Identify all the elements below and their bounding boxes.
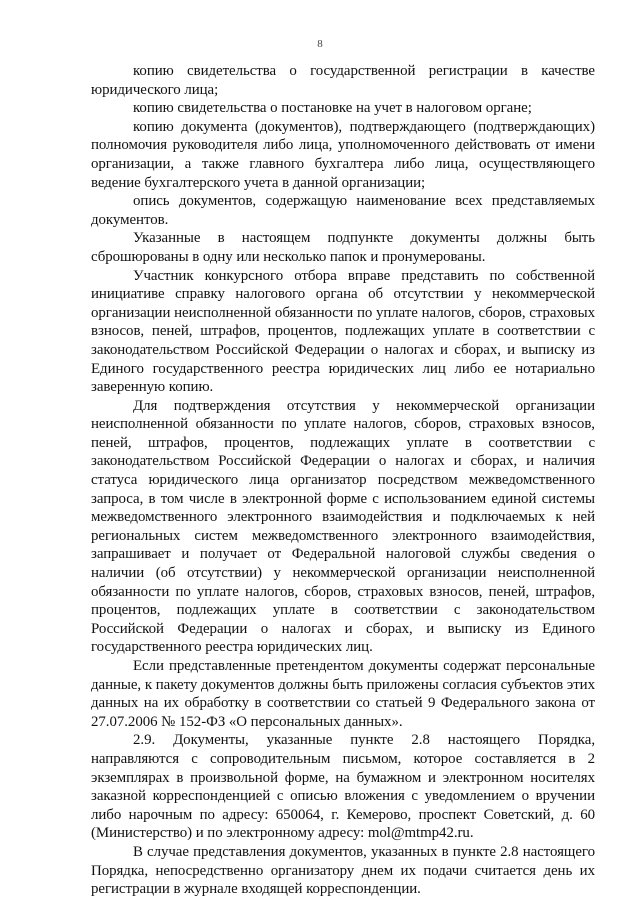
- page-number: 8: [317, 38, 323, 50]
- paragraph: Для подтверждения отсутствия у некоммерческой организации неисполненной обязанности по уплате налогов, сборов, страховых взносов, пеней, штрафов, процентов, подлежащих уплате в соответствии с законодательством Российской Федерации о налогах и сборах, и наличия статуса юридического лица организатор посредством межведомственного запроса, в том числе в электронной форме с использованием единой системы межведомственного электронного взаимодействия и подключаемых к ней региональных систем межведомственного электронного взаимодействия, запрашивает и получает от Федеральной налоговой службы сведения о наличии (об отсутствии) у некоммерческой организации неисполненной обязанности по уплате налогов, сборов, страховых взносов, пеней, штрафов, процентов, подлежащих уплате в соответствии с законодательством Российской Федерации о налогах и сборах, и выписку из Единого государственного реестра юридических лиц.: [91, 397, 595, 656]
- paragraph: 2.9. Документы, указанные пункте 2.8 настоящего Порядка, направляются с сопроводительным письмом, которое составляется в 2 экземплярах в произвольной форме, на бумажном и электронном носителях заказной корреспонденцией с описью вложения с уведомлением о вручении либо нарочным по адресу: 650064, г. Кемерово, проспект Советский, д. 60 (Министерство) и по электронному адресу: mol@mtmp42.ru.: [91, 732, 595, 842]
- paragraph: опись документов, содержащую наименование всех представляемых документов.: [91, 193, 595, 228]
- document-body: [91, 62, 595, 899]
- paragraph: Указанные в настоящем подпункте документы должны быть сброшюрованы в одну или несколько папок и пронумерованы.: [91, 230, 595, 265]
- paragraph: копию свидетельства о постановке на учет в налоговом органе;: [133, 100, 532, 117]
- paragraph: копию документа (документов), подтверждающего (подтверждающих) полномочия руководителя либо лица, уполномоченного действовать от имени организации, а также главного бухгалтера либо лица, осуществляющего ведение бухгалтерского учета в данной организации;: [91, 118, 595, 191]
- paragraph: В случае представления документов, указанных в пункте 2.8 настоящего Порядка, непосредственно организатору днем их подачи считается день их регистрации в журнале входящей корреспонденции.: [91, 843, 595, 898]
- paragraph: копию свидетельства о государственной регистрации в качестве юридического лица;: [91, 63, 595, 98]
- paragraph: Участник конкурсного отбора вправе представить по собственной инициативе справку налогового органа об отсутствии у некоммерческой организации неисполненной обязанности по уплате налогов, сборов, страховых взносов, пеней, штрафов, процентов, подлежащих уплате в соответствии с законодательством Российской Федерации о налогах и сборах, и выписку из Единого государственного реестра юридических лиц либо ее нотариально заверенную копию.: [91, 267, 595, 396]
- paragraph: Если представленные претендентом документы содержат персональные данные, к пакету документов должны быть приложены согласия субъектов этих данных на их обработку в соответствии со статьей 9 Федерального закона от 27.07.2006 № 152-ФЗ «О персональных данных».: [91, 658, 595, 730]
